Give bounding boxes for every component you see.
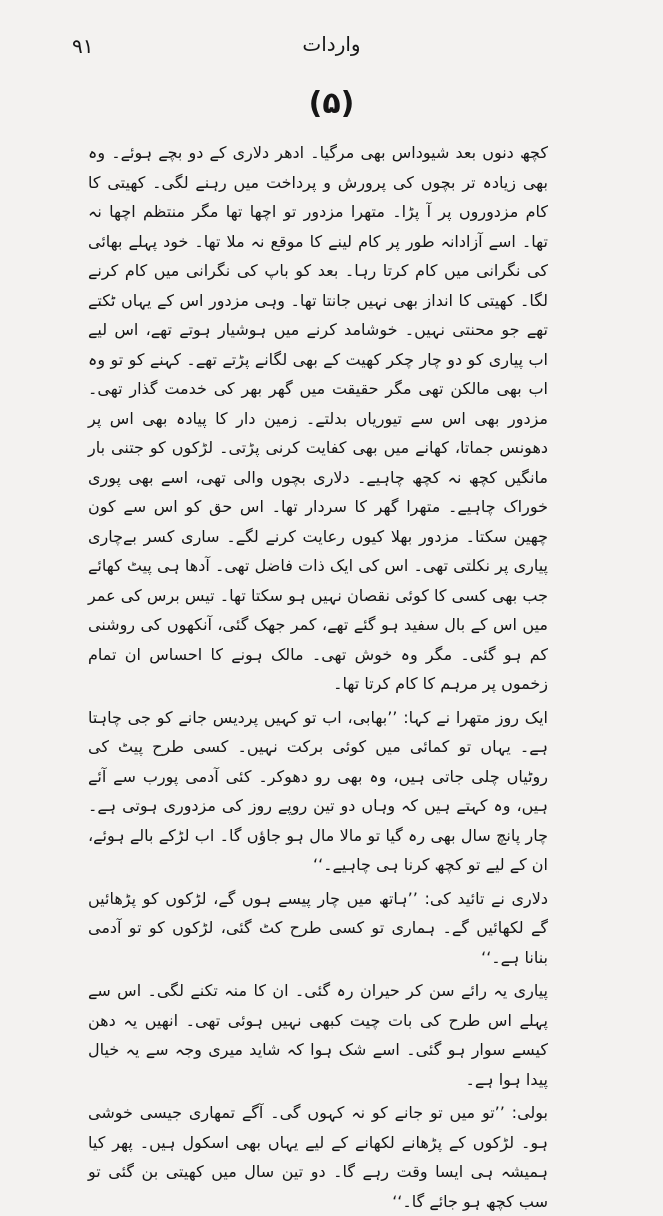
page-number: ۹۱ xyxy=(72,34,94,58)
story-text xyxy=(88,138,548,1216)
paragraph: پیاری یہ رائے سن کر حیران رہ گئی۔ ان کا منہ تکنے لگی۔ اس سے پہلے اس طرح کی بات چیت کبھی نہیں ہوئی تھی۔ انھیں یہ دھن کیسے سوار ہو گئی۔ اسے شک ہوا کہ شاید میری وجہ سے یہ خیال پیدا ہوا ہے۔ xyxy=(88,981,548,1089)
paragraph: کچھ دنوں بعد شیوداس بھی مرگیا۔ ادھر دلاری کے دو بچے ہوئے۔ وہ بھی زیادہ تر بچوں کی پرورش و پرداخت میں رہنے لگی۔ کھیتی کا کام مزدوروں پر آ پڑا۔ متھرا مزدور تو اچھا تھا مگر منتظم اچھا نہ تھا۔ اسے آزادانہ طور پر کام لینے کا موقع نہ ملا تھا۔ خود پہلے بھائی کی نگرانی میں کام کرتا رہا۔ بعد کو باپ کی نگرانی میں کام کرنے لگا۔ کھیتی کا انداز بھی نہیں جانتا تھا۔ وہی مزدور اس کے یہاں ٹکتے تھے جو محنتی نہیں۔ خوشامد کرنے میں ہوشیار ہوتے تھے، اس لیے اب پیاری کو دو چار چکر کھیت کے بھی لگانے پڑتے تھے۔ کہنے کو تو وہ اب بھی مالکن تھی مگر حقیقت میں گھر بھر کی خدمت گذار تھی۔ مزدور بھی اس سے تیوریاں بدلتے۔ زمین دار کا پیادہ بھی اس پر دھونس جماتا، کھانے میں بھی کفایت کرنی پڑتی۔ لڑکوں کو جتنی بار مانگیں کچھ نہ کچھ چاہیے۔ دلاری بچوں والی تھی، اسے بھی پوری خوراک چاہیے۔ متھرا گھر کا سردار تھا۔ اس حق کو اس سے کون چھین سکتا۔ مزدور بھلا کیوں رعایت کرنے لگے۔ ساری کسر بےچاری پیاری پر نکلتی تھی۔ اس کی ایک ذات فاضل تھی۔ آدھا ہی پیٹ کھائے جب بھی کسی کا کوئی نقصان نہیں ہو سکتا تھا۔ تیس برس کی عمر میں اس کے بال سفید ہو گئے تھے، کمر جھک گئی، آنکھوں کی روشنی کم ہو گئی۔ مگر وہ خوش تھی۔ مالک ہونے کا احساس ان تمام زخموں پر مرہم کا کام کرتا تھا۔ xyxy=(88,143,548,693)
chapter-number: (۵) xyxy=(308,86,355,121)
running-title: واردات xyxy=(302,32,361,56)
page-header xyxy=(0,28,663,68)
paragraph: ایک روز متھرا نے کہا: ’’بھابی، اب تو کہیں پردیس جانے کو جی چاہتا ہے۔ یہاں تو کمائی میں کوئی برکت نہیں۔ کسی طرح پیٹ کی روٹیاں چلی جاتی ہیں، وہ بھی رو دھوکر۔ کئی آدمی پورب سے آئے ہیں، وہ کہتے ہیں کہ وہاں دو تین روپے روز کی مزدوری ہوتی ہے۔ چار پانچ سال بھی رہ گیا تو مالا مال ہو جاؤں گا۔ اب لڑکے بالے ہوئے، ان کے لیے تو کچھ کرنا ہی چاہیے۔‘‘ xyxy=(88,707,548,874)
paragraph: بولی: ’’تو میں تو جانے کو نہ کہوں گی۔ آگے تمھاری جیسی خوشی ہو۔ لڑکوں کے پڑھانے لکھانے کے لیے یہاں بھی اسکول ہیں۔ پھر کیا ہمیشہ ہی ایسا وقت رہے گا۔ دو تین سال میں کھیتی بن گئی تو سب کچھ ہو جائے گا۔‘‘ xyxy=(88,1103,548,1211)
paragraph: دلاری نے تائید کی: ’’ہاتھ میں چار پیسے ہوں گے، لڑکوں کو پڑھائیں گے لکھائیں گے۔ ہماری تو کسی طرح کٹ گئی، لڑکوں کو تو آدمی بنانا ہے۔‘‘ xyxy=(88,888,548,967)
